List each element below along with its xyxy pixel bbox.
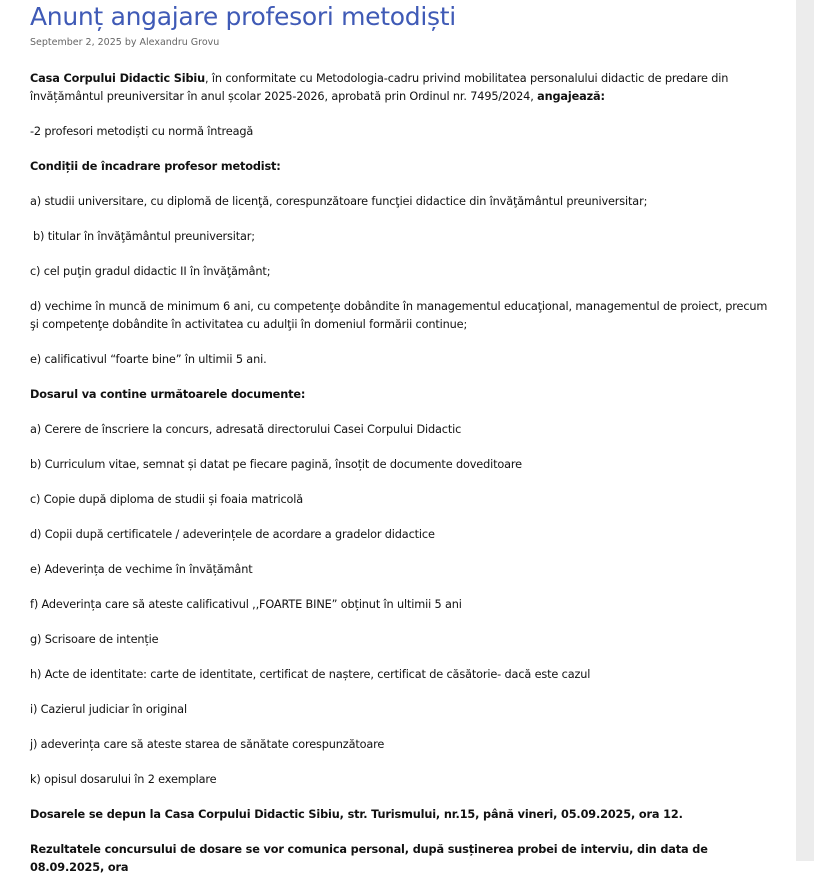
condition-item: c) cel puţin gradul didactic II în învăţământ; <box>30 265 271 278</box>
dossier-item: i) Cazierul judiciar în original <box>30 703 187 716</box>
post-author[interactable]: Alexandru Grovu <box>139 37 220 48</box>
intro-text: , în conformitate cu Metodologia-cadru privind mobilitatea personalului didactic de predare din învățământul preuniversitar în anul școlar 2025-2026, aprobată prin Ordinul nr. 7495/2024, <box>30 72 729 103</box>
dossier-item: d) Copii după certificatele / adeverințele de acordare a gradelor didactice <box>30 528 435 541</box>
dossier-item: g) Scrisoare de intenție <box>30 633 159 646</box>
dossier-item: a) Cerere de înscriere la concurs, adresată directorului Casei Corpului Didactic <box>30 423 462 436</box>
page-scrollbar[interactable] <box>796 0 814 861</box>
post-article <box>30 0 770 894</box>
intro-verb: angajează: <box>537 90 605 103</box>
conditions-heading: Condiții de încadrare profesor metodist: <box>30 160 281 173</box>
dossier-heading: Dosarul va contine următoarele documente: <box>30 388 306 401</box>
post-content <box>30 70 770 877</box>
results-notice: Rezultatele concursului de dosare se vor comunica personal, după susținerea probei de interviu, din data de 08.09.2025, ora <box>30 843 708 874</box>
condition-item: a) studii universitare, cu diplomă de licenţă, corespunzătoare funcţiei didactice din învăţământul preuniversitar; <box>30 195 648 208</box>
positions-line: -2 profesori metodiști cu normă întreagă <box>30 125 254 138</box>
condition-item: b) titular în învăţământul preuniversitar; <box>33 230 255 243</box>
dossier-item: f) Adeverința care să ateste calificativul ,,FOARTE BINE” obținut în ultimii 5 ani <box>30 598 462 611</box>
dossier-item: h) Acte de identitate: carte de identitate, certificat de naștere, certificat de căsătorie- dacă este cazul <box>30 668 591 681</box>
dossier-item: k) opisul dosarului în 2 exemplare <box>30 773 217 786</box>
post-date: September 2, 2025 <box>30 37 122 48</box>
dossier-item: c) Copie după diploma de studii și foaia matricolă <box>30 493 304 506</box>
condition-item: e) calificativul “foarte bine” în ultimii 5 ani. <box>30 353 267 366</box>
condition-item: d) vechime în muncă de minimum 6 ani, cu competenţe dobândite în managementul educaţional, managementul de proiect, precum şi competenţe dobândite în activitatea cu adulţii în domeniul formării continue; <box>30 300 768 331</box>
submission-notice: Dosarele se depun la Casa Corpului Didactic Sibiu, str. Turismului, nr.15, până vineri, 05.09.2025, ora 12. <box>30 808 683 821</box>
intro-paragraph <box>30 70 770 106</box>
page-title: Anunț angajare profesori metodiști <box>30 2 456 31</box>
dossier-item: j) adeverința care să ateste starea de sănătate corespunzătoare <box>30 738 385 751</box>
post-by: by <box>124 37 137 48</box>
dossier-item: e) Adeverința de vechime în învățământ <box>30 563 253 576</box>
post-meta <box>30 36 770 50</box>
dossier-item: b) Curriculum vitae, semnat și datat pe fiecare pagină, însoțit de documente doveditoare <box>30 458 522 471</box>
intro-org: Casa Corpului Didactic Sibiu <box>30 72 206 85</box>
